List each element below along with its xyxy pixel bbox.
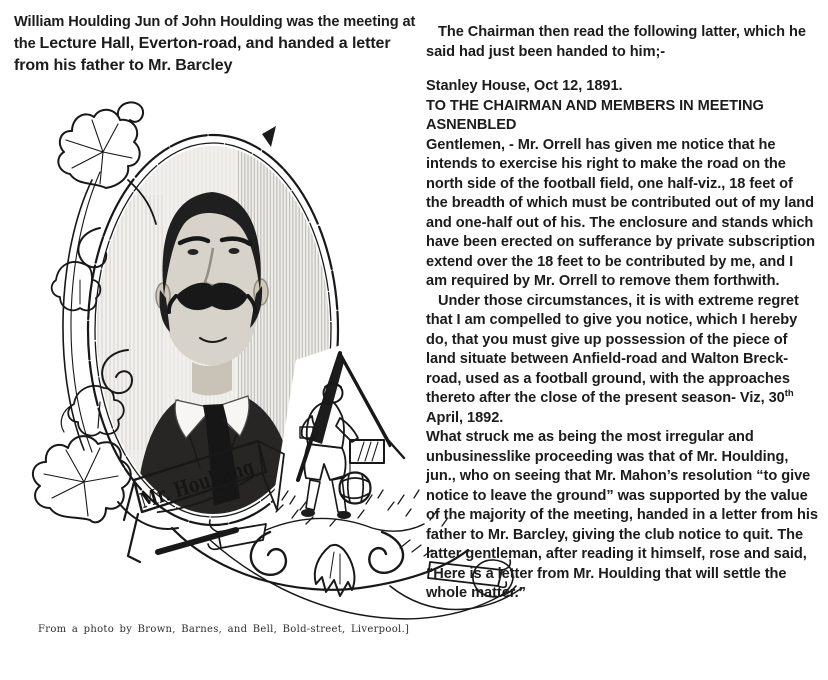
top-left-leaf <box>58 110 139 188</box>
left-header <box>14 11 424 77</box>
pennant-flourish <box>262 126 276 147</box>
left-scroll <box>251 532 286 575</box>
closing-paragraph: What struck me as being the most irregular and unbusinesslike proceeding was that of Mr. Houlding, jun., who on seeing that Mr. Mahon’s resolution “to give notice to leave the ground” was supported by the value of the majority of the meeting, handed in a letter from his father to Mr. Barcley, giving the club notice to quit. The latter gentleman, after reading it himself, rose and said, “Here is a letter from Mr. Houlding that will settle the whole matter.” <box>426 429 818 601</box>
letter-body-1: Gentlemen, - Mr. Orrell has given me notice that he intends to exercise his right to make the road on the north side of the football field, one half-viz., 18 feet of the breadth of which must be contributed out of my land and one-half out of his. The enclosure and stands which have been erected on sufferance by private subscription extend over the 18 feet to be contributed by me, and I am required by Mr. Orrell to remove them forthwith. <box>426 136 815 289</box>
left-small-leaf <box>52 262 101 310</box>
header-normal-text: William Houlding Jun of John Houlding was the meeting at the <box>14 14 416 52</box>
letter-salutation: TO THE CHAIRMAN AND MEMBERS IN MEETING ASNENBLED <box>426 97 764 133</box>
right-scroll <box>369 532 403 573</box>
banner-label: Mr. Houlding <box>136 442 294 514</box>
letter-body-2-end: April, 1892. <box>426 409 504 426</box>
tie-knot <box>203 404 227 422</box>
right-eye <box>229 248 240 254</box>
intro-paragraph: The Chairman then read the following latter, which he said had just been handed to him;- <box>426 24 806 60</box>
photo-caption: From a photo by Brown, Barnes, and Bell, Bold-street, Liverpool.] <box>38 624 410 635</box>
header-bold-text: Lecture Hall, Everton-road, and handed a letter from his father to Mr. Barcley <box>14 35 391 74</box>
ordinal-superscript: th <box>784 388 794 400</box>
letter-body-2-text: Under those circumstances, it is with extreme regret that I am compelled to give you notice, which I hereby do, that you must give up possession of the piece of land situate between Anfield-road and Walton Breck-road, used as a football ground, with the approaches thereto after the close of the present season- Viz, 30 <box>426 292 799 406</box>
right-column <box>426 0 818 604</box>
left-eye <box>188 249 199 255</box>
letter-block <box>426 77 818 428</box>
letter-dateline: Stanley House, Oct 12, 1891. <box>426 78 623 94</box>
letter-body-2 <box>426 292 818 429</box>
